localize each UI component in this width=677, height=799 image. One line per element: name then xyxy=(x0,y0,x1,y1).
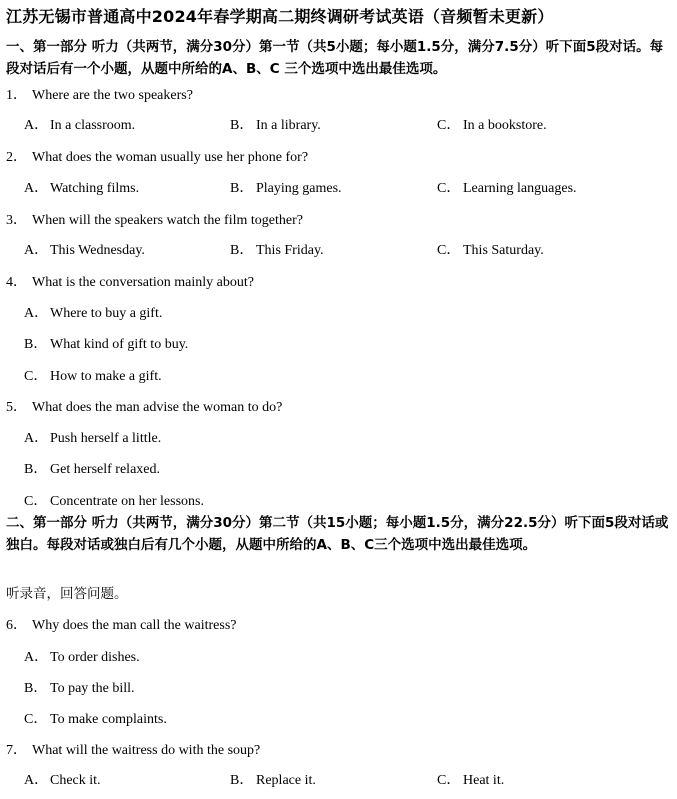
option-text: Replace it. xyxy=(256,773,316,788)
option-3c xyxy=(437,239,544,259)
question-number: 5． xyxy=(6,400,27,415)
option-letter: C． xyxy=(437,773,461,788)
option-text: Concentrate on her lessons. xyxy=(50,494,204,509)
option-5b xyxy=(24,458,160,478)
option-text: This Friday. xyxy=(256,243,324,258)
exam-title: 江苏无锡市普通高中2024年春学期高二期终调研考试英语（音频暂未更新） xyxy=(6,7,554,26)
option-text: Get herself relaxed. xyxy=(50,462,160,477)
option-letter: B． xyxy=(24,337,48,352)
option-3b xyxy=(230,239,324,259)
option-text: In a library. xyxy=(256,118,321,133)
option-1c xyxy=(437,114,547,134)
option-text: Watching films. xyxy=(50,181,140,196)
option-text: How to make a gift. xyxy=(50,369,162,384)
question-text: When will the speakers watch the film together? xyxy=(32,213,303,228)
option-text: Push herself a little. xyxy=(50,431,162,446)
option-text: Playing games. xyxy=(256,181,342,196)
option-2a xyxy=(24,177,139,197)
option-4c xyxy=(24,365,162,385)
option-text: In a classroom. xyxy=(50,118,136,133)
option-letter: B． xyxy=(230,243,254,258)
option-letter: A． xyxy=(24,243,49,258)
option-letter: B． xyxy=(230,773,254,788)
option-6a xyxy=(24,646,140,666)
option-2c xyxy=(437,177,577,197)
question-text: Where are the two speakers? xyxy=(32,88,193,103)
option-7b xyxy=(230,769,316,789)
option-letter: B． xyxy=(24,462,48,477)
option-letter: A． xyxy=(24,181,49,196)
option-letter: C． xyxy=(437,181,461,196)
option-7c xyxy=(437,769,504,789)
option-letter: A． xyxy=(24,650,49,665)
option-4b xyxy=(24,333,188,353)
question-6 xyxy=(6,614,236,634)
option-letter: C． xyxy=(24,494,48,509)
option-text: To pay the bill. xyxy=(50,681,135,696)
listening-instruction: 听录音，回答问题。 xyxy=(6,586,128,602)
option-letter: A． xyxy=(24,773,49,788)
question-1 xyxy=(6,84,193,104)
option-7a xyxy=(24,769,101,789)
question-5 xyxy=(6,396,282,416)
option-6b xyxy=(24,677,135,697)
option-text: To order dishes. xyxy=(50,650,140,665)
option-letter: C． xyxy=(24,712,48,727)
question-number: 4． xyxy=(6,275,27,290)
option-letter: A． xyxy=(24,431,49,446)
section-2-header: 二、第一部分 听力（共两节，满分30分）第二节（共15小题；每小题1.5分，满分22.5分）听下面5段对话或独白。每段对话或独白后有几个小题，从题中所给的A、B、C三个选项中选出最佳选项。 xyxy=(6,515,669,553)
option-letter: B． xyxy=(230,118,254,133)
option-letter: C． xyxy=(437,243,461,258)
option-5c xyxy=(24,490,204,510)
option-letter: B． xyxy=(24,681,48,696)
question-text: What does the woman usually use her phone for? xyxy=(32,150,309,165)
question-text: Why does the man call the waitress? xyxy=(32,618,237,633)
option-4a xyxy=(24,302,162,322)
option-letter: A． xyxy=(24,306,49,321)
question-text: What is the conversation mainly about? xyxy=(32,275,254,290)
question-number: 3． xyxy=(6,213,27,228)
option-text: Heat it. xyxy=(463,773,505,788)
option-letter: C． xyxy=(24,369,48,384)
section-1-header: 一、第一部分 听力（共两节，满分30分）第一节（共5小题；每小题1.5分，满分7.5分）听下面5段对话。每段对话后有一个小题，从题中所给的A、B、C 三个选项中选出最佳选项。 xyxy=(6,39,664,77)
option-text: Where to buy a gift. xyxy=(50,306,163,321)
question-number: 6． xyxy=(6,618,27,633)
question-2 xyxy=(6,146,308,166)
option-text: This Wednesday. xyxy=(50,243,145,258)
option-text: In a bookstore. xyxy=(463,118,547,133)
option-text: Learning languages. xyxy=(463,181,577,196)
option-text: Check it. xyxy=(50,773,101,788)
question-4 xyxy=(6,271,254,291)
option-6c xyxy=(24,708,167,728)
option-2b xyxy=(230,177,342,197)
question-text: What will the waitress do with the soup? xyxy=(32,743,261,758)
option-letter: A． xyxy=(24,118,49,133)
question-3 xyxy=(6,209,303,229)
question-number: 1． xyxy=(6,88,27,103)
question-number: 7． xyxy=(6,743,27,758)
question-number: 2． xyxy=(6,150,27,165)
option-1b xyxy=(230,114,321,134)
question-text: What does the man advise the woman to do? xyxy=(32,400,283,415)
option-letter: B． xyxy=(230,181,254,196)
question-7 xyxy=(6,739,260,759)
option-1a xyxy=(24,114,135,134)
option-5a xyxy=(24,427,161,447)
option-3a xyxy=(24,239,145,259)
option-text: This Saturday. xyxy=(463,243,544,258)
option-text: What kind of gift to buy. xyxy=(50,337,189,352)
option-text: To make complaints. xyxy=(50,712,167,727)
option-letter: C． xyxy=(437,118,461,133)
